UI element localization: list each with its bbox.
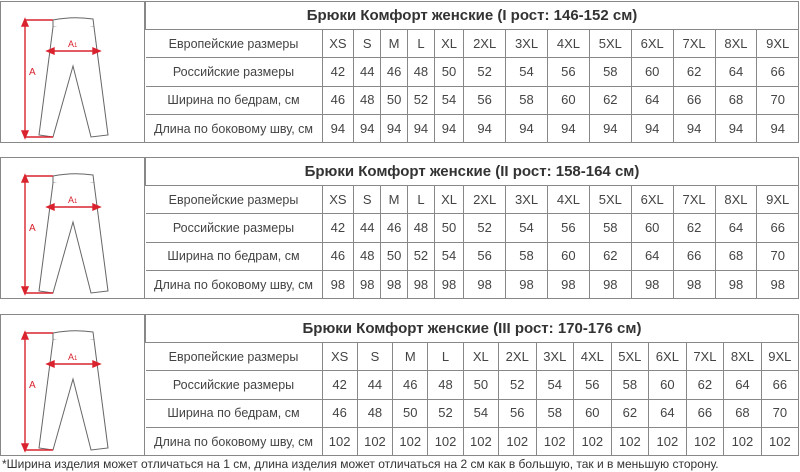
table-row bbox=[146, 343, 799, 371]
table-cell: 102 bbox=[536, 428, 574, 455]
table-cell: 66 bbox=[686, 399, 724, 427]
table-cell: 102 bbox=[611, 428, 649, 455]
table-cell: 102 bbox=[761, 428, 798, 455]
size-table-block bbox=[0, 1, 799, 143]
table-cell: 7XL bbox=[673, 30, 715, 58]
table-cell: 66 bbox=[673, 242, 715, 270]
table-title: Брюки Комфорт женские (I рост: 146-152 см) bbox=[146, 2, 799, 30]
table-cell: 62 bbox=[589, 86, 631, 114]
table-cell: 102 bbox=[428, 428, 463, 455]
length-label: A bbox=[29, 67, 36, 78]
table-cell: 98 bbox=[715, 271, 757, 298]
table-cell: M bbox=[381, 30, 408, 58]
table-cell: XS bbox=[322, 343, 357, 371]
pants-diagram-icon bbox=[1, 2, 144, 142]
table-cell: 9XL bbox=[761, 343, 798, 371]
table-cell: 98 bbox=[464, 271, 506, 298]
table-cell: 94 bbox=[589, 115, 631, 142]
table-cell: 4XL bbox=[574, 343, 612, 371]
table-row bbox=[146, 271, 799, 298]
width-label: A1 bbox=[68, 352, 78, 362]
width-label: A1 bbox=[68, 39, 78, 49]
row-label: Ширина по бедрам, см bbox=[146, 242, 323, 270]
table-cell: 50 bbox=[393, 399, 428, 427]
table-cell: 66 bbox=[757, 214, 798, 242]
table-cell: 4XL bbox=[547, 30, 589, 58]
table-cell: 46 bbox=[322, 242, 354, 270]
table-cell: 56 bbox=[464, 242, 506, 270]
pants-diagram bbox=[1, 158, 145, 298]
table-cell: 94 bbox=[381, 115, 408, 142]
table-cell: 54 bbox=[536, 371, 574, 399]
table-cell: 4XL bbox=[547, 186, 589, 214]
table-cell: 66 bbox=[757, 58, 798, 86]
row-label: Европейские размеры bbox=[146, 343, 323, 371]
size-table-block bbox=[0, 314, 799, 456]
table-cell: 62 bbox=[611, 399, 649, 427]
table-cell: 3XL bbox=[536, 343, 574, 371]
table-cell: 5XL bbox=[589, 30, 631, 58]
table-cell: 52 bbox=[498, 371, 536, 399]
table-cell: 102 bbox=[463, 428, 498, 455]
table-cell: XS bbox=[322, 186, 354, 214]
row-label: Длина по боковому шву, см bbox=[146, 271, 323, 298]
table-cell: 60 bbox=[649, 371, 687, 399]
table-cell: 98 bbox=[547, 271, 589, 298]
table-cell: 48 bbox=[428, 371, 463, 399]
table-cell: 48 bbox=[357, 399, 392, 427]
table-cell: 50 bbox=[381, 86, 408, 114]
table-cell: S bbox=[354, 30, 381, 58]
table-cell: 7XL bbox=[686, 343, 724, 371]
table-cell: 98 bbox=[408, 271, 435, 298]
table-cell: 48 bbox=[408, 214, 435, 242]
table-cell: 52 bbox=[408, 86, 435, 114]
table-cell: 94 bbox=[506, 115, 548, 142]
table-cell: L bbox=[408, 30, 435, 58]
row-label: Европейские размеры bbox=[146, 186, 323, 214]
table-cell: 8XL bbox=[715, 30, 757, 58]
table-cell: 50 bbox=[381, 242, 408, 270]
table-cell: 42 bbox=[322, 371, 357, 399]
size-table bbox=[145, 315, 798, 455]
table-cell: 56 bbox=[498, 399, 536, 427]
table-cell: 94 bbox=[354, 115, 381, 142]
table-cell: 94 bbox=[715, 115, 757, 142]
table-cell: 8XL bbox=[715, 186, 757, 214]
table-cell: 52 bbox=[464, 58, 506, 86]
table-cell: 94 bbox=[631, 115, 673, 142]
table-row bbox=[146, 371, 799, 399]
table-cell: 44 bbox=[354, 58, 381, 86]
table-cell: 94 bbox=[757, 115, 798, 142]
table-title: Брюки Комфорт женские (III рост: 170-176 см) bbox=[146, 315, 799, 343]
table-cell: 94 bbox=[464, 115, 506, 142]
table-cell: 42 bbox=[322, 214, 354, 242]
pants-diagram-icon bbox=[1, 158, 144, 298]
table-cell: L bbox=[428, 343, 463, 371]
table-cell: 58 bbox=[536, 399, 574, 427]
table-cell: 60 bbox=[631, 214, 673, 242]
table-cell: 102 bbox=[357, 428, 392, 455]
table-cell: 94 bbox=[322, 115, 354, 142]
table-cell: M bbox=[381, 186, 408, 214]
table-cell: 98 bbox=[673, 271, 715, 298]
table-cell: 102 bbox=[574, 428, 612, 455]
table-cell: 50 bbox=[463, 371, 498, 399]
length-label: A bbox=[29, 223, 36, 234]
table-cell: 3XL bbox=[506, 186, 548, 214]
table-cell: 62 bbox=[673, 214, 715, 242]
row-label: Российские размеры bbox=[146, 371, 323, 399]
table-row bbox=[146, 214, 799, 242]
table-cell: 64 bbox=[715, 214, 757, 242]
table-cell: S bbox=[354, 186, 381, 214]
table-cell: 9XL bbox=[757, 186, 798, 214]
table-cell: 58 bbox=[506, 242, 548, 270]
table-cell: 50 bbox=[434, 58, 463, 86]
table-row bbox=[146, 115, 799, 142]
table-cell: 48 bbox=[408, 58, 435, 86]
table-cell: 66 bbox=[761, 371, 798, 399]
table-cell: S bbox=[357, 343, 392, 371]
table-cell: 102 bbox=[724, 428, 762, 455]
row-label: Российские размеры bbox=[146, 214, 323, 242]
table-cell: 64 bbox=[631, 242, 673, 270]
table-cell: 98 bbox=[434, 271, 463, 298]
table-cell: 48 bbox=[354, 242, 381, 270]
table-cell: XS bbox=[322, 30, 354, 58]
table-cell: 102 bbox=[322, 428, 357, 455]
row-label: Длина по боковому шву, см bbox=[146, 115, 323, 142]
table-cell: 2XL bbox=[464, 30, 506, 58]
table-cell: 62 bbox=[589, 242, 631, 270]
table-row bbox=[146, 86, 799, 114]
table-cell: 6XL bbox=[649, 343, 687, 371]
table-cell: 62 bbox=[686, 371, 724, 399]
pants-diagram bbox=[1, 315, 145, 455]
table-cell: 64 bbox=[649, 399, 687, 427]
table-cell: 60 bbox=[631, 58, 673, 86]
table-cell: 46 bbox=[381, 58, 408, 86]
table-cell: 52 bbox=[464, 214, 506, 242]
table-cell: 54 bbox=[506, 58, 548, 86]
table-cell: 58 bbox=[589, 58, 631, 86]
table-cell: 98 bbox=[589, 271, 631, 298]
pants-diagram bbox=[1, 2, 145, 142]
table-cell: 60 bbox=[574, 399, 612, 427]
table-title: Брюки Комфорт женские (II рост: 158-164 см) bbox=[146, 158, 799, 186]
table-cell: 70 bbox=[757, 242, 798, 270]
length-label: A bbox=[29, 380, 36, 391]
row-label: Длина по боковому шву, см bbox=[146, 428, 323, 455]
table-cell: 56 bbox=[464, 86, 506, 114]
table-cell: 94 bbox=[547, 115, 589, 142]
table-cell: 54 bbox=[434, 242, 463, 270]
table-cell: L bbox=[408, 186, 435, 214]
table-cell: 48 bbox=[354, 86, 381, 114]
table-cell: 70 bbox=[761, 399, 798, 427]
table-cell: XL bbox=[434, 186, 463, 214]
table-cell: 94 bbox=[434, 115, 463, 142]
table-cell: 44 bbox=[357, 371, 392, 399]
table-cell: 94 bbox=[673, 115, 715, 142]
table-cell: M bbox=[393, 343, 428, 371]
table-cell: 46 bbox=[322, 86, 354, 114]
row-label: Российские размеры bbox=[146, 58, 323, 86]
table-cell: 50 bbox=[434, 214, 463, 242]
table-cell: 7XL bbox=[673, 186, 715, 214]
table-cell: 68 bbox=[715, 242, 757, 270]
pants-diagram-icon bbox=[1, 315, 144, 455]
table-cell: 98 bbox=[381, 271, 408, 298]
table-row bbox=[146, 58, 799, 86]
table-cell: 52 bbox=[408, 242, 435, 270]
table-cell: 68 bbox=[715, 86, 757, 114]
table-cell: 54 bbox=[506, 214, 548, 242]
row-label: Европейские размеры bbox=[146, 30, 323, 58]
table-cell: 98 bbox=[757, 271, 798, 298]
table-cell: 62 bbox=[673, 58, 715, 86]
width-label: A1 bbox=[68, 195, 78, 205]
table-cell: 6XL bbox=[631, 30, 673, 58]
row-label: Ширина по бедрам, см bbox=[146, 399, 323, 427]
table-cell: XL bbox=[463, 343, 498, 371]
table-cell: 60 bbox=[547, 242, 589, 270]
table-cell: 58 bbox=[589, 214, 631, 242]
table-cell: 66 bbox=[673, 86, 715, 114]
table-cell: 5XL bbox=[611, 343, 649, 371]
table-cell: 46 bbox=[322, 399, 357, 427]
table-cell: 2XL bbox=[498, 343, 536, 371]
table-cell: 9XL bbox=[757, 30, 798, 58]
table-cell: 102 bbox=[498, 428, 536, 455]
table-row bbox=[146, 30, 799, 58]
size-table-block bbox=[0, 157, 799, 299]
table-cell: 64 bbox=[724, 371, 762, 399]
table-cell: 102 bbox=[393, 428, 428, 455]
table-cell: 2XL bbox=[464, 186, 506, 214]
table-cell: 70 bbox=[757, 86, 798, 114]
row-label: Ширина по бедрам, см bbox=[146, 86, 323, 114]
table-cell: 42 bbox=[322, 58, 354, 86]
table-cell: 3XL bbox=[506, 30, 548, 58]
table-cell: 58 bbox=[506, 86, 548, 114]
table-cell: 98 bbox=[631, 271, 673, 298]
table-cell: 56 bbox=[547, 214, 589, 242]
table-cell: 46 bbox=[381, 214, 408, 242]
table-row bbox=[146, 428, 799, 455]
table-cell: 58 bbox=[611, 371, 649, 399]
table-cell: 98 bbox=[506, 271, 548, 298]
table-cell: 60 bbox=[547, 86, 589, 114]
table-cell: 52 bbox=[428, 399, 463, 427]
table-row bbox=[146, 186, 799, 214]
table-cell: 54 bbox=[434, 86, 463, 114]
table-cell: XL bbox=[434, 30, 463, 58]
table-cell: 98 bbox=[354, 271, 381, 298]
table-row bbox=[146, 242, 799, 270]
footnote: *Ширина изделия может отличаться на 1 см, длина изделия может отличаться на 2 см как в большую, так и в меньшую сторону. bbox=[2, 457, 719, 471]
table-cell: 94 bbox=[408, 115, 435, 142]
table-cell: 46 bbox=[393, 371, 428, 399]
table-cell: 44 bbox=[354, 214, 381, 242]
table-cell: 8XL bbox=[724, 343, 762, 371]
table-row bbox=[146, 399, 799, 427]
table-cell: 6XL bbox=[631, 186, 673, 214]
table-cell: 64 bbox=[715, 58, 757, 86]
table-cell: 56 bbox=[574, 371, 612, 399]
table-cell: 64 bbox=[631, 86, 673, 114]
table-cell: 56 bbox=[547, 58, 589, 86]
size-table bbox=[145, 2, 798, 142]
table-cell: 68 bbox=[724, 399, 762, 427]
table-cell: 98 bbox=[322, 271, 354, 298]
table-cell: 5XL bbox=[589, 186, 631, 214]
size-table bbox=[145, 158, 798, 298]
table-cell: 54 bbox=[463, 399, 498, 427]
table-cell: 102 bbox=[649, 428, 687, 455]
table-cell: 102 bbox=[686, 428, 724, 455]
